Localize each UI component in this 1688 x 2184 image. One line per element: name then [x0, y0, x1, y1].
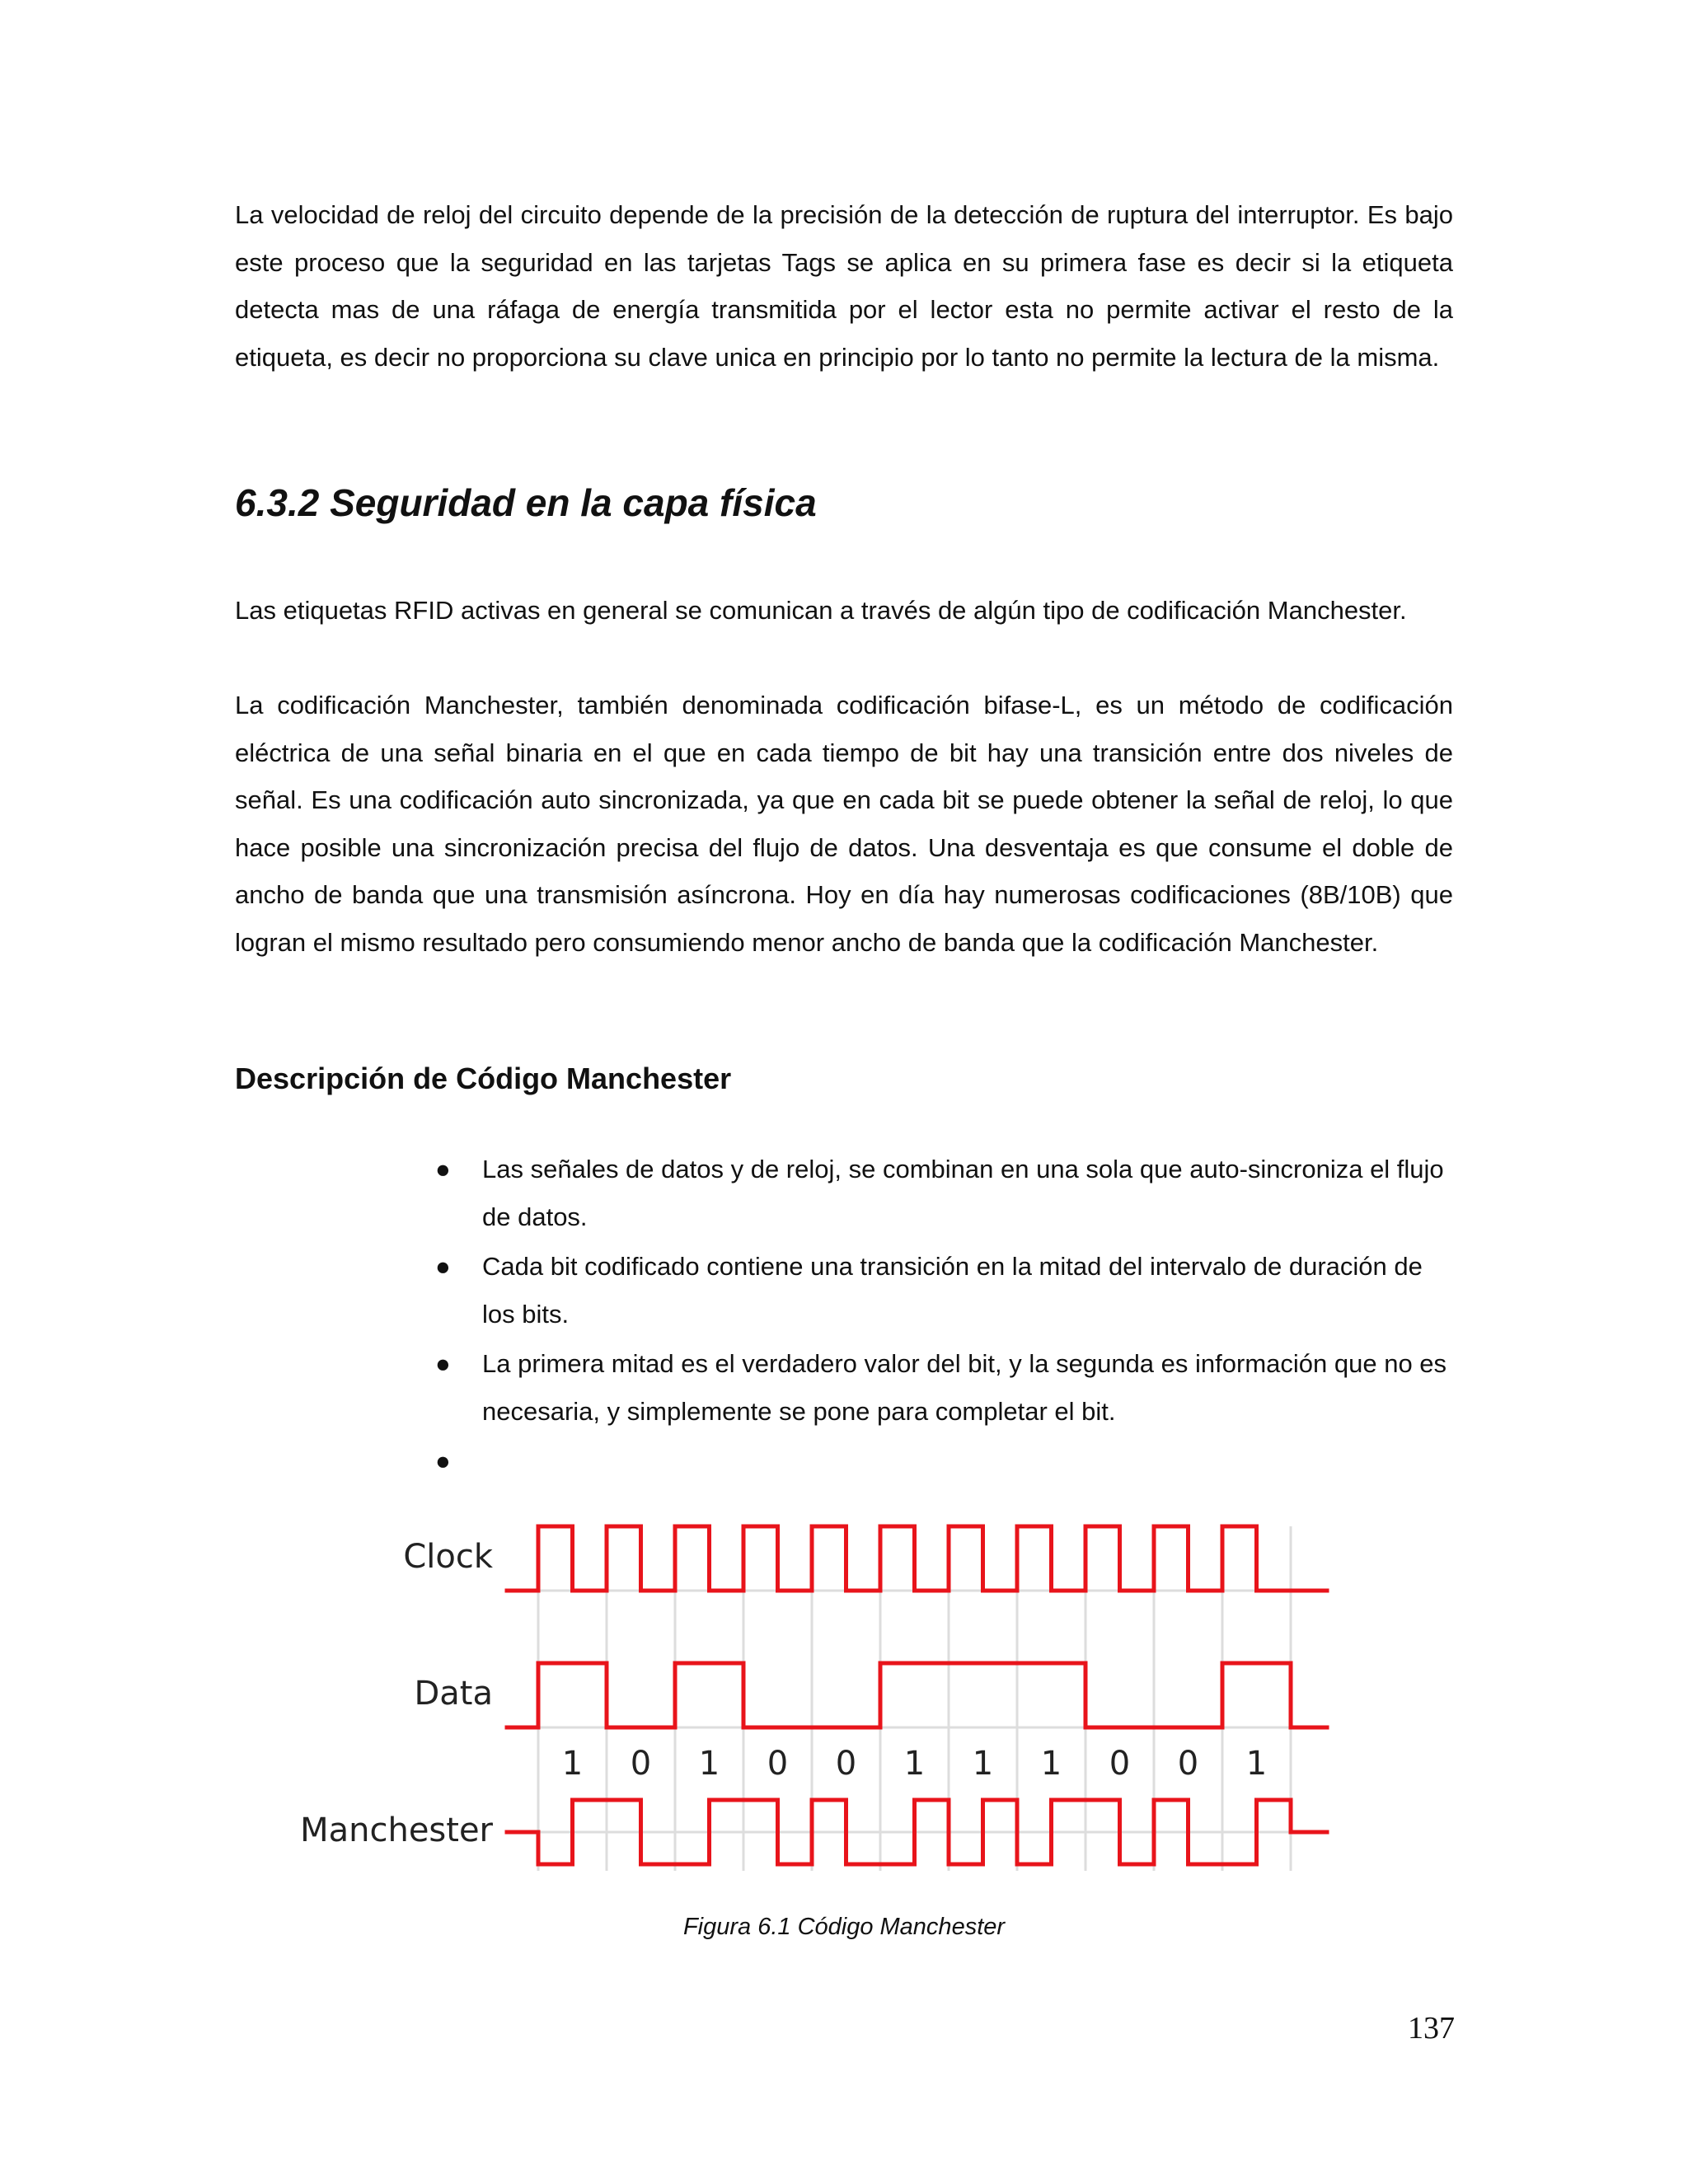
bit-value-label: 1 — [698, 1745, 720, 1783]
bit-value-label: 0 — [630, 1745, 652, 1783]
data-label: Data — [414, 1675, 493, 1713]
bullet-item — [429, 1340, 1455, 1436]
bullet-dot-icon: ● — [435, 1252, 451, 1281]
bullet-dot-icon: ● — [435, 1155, 451, 1183]
subheading: Descripción de Código Manchester — [235, 1062, 732, 1095]
paragraph-rfid-manchester: Las etiquetas RFID activas en general se comunican a través de algún tipo de codificación Manchester. — [235, 596, 1407, 625]
bullet-dot-icon: ● — [435, 1446, 451, 1475]
signal-traces — [507, 1526, 1327, 1864]
paragraph-manchester-definition: La codificación Manchester, también denominada codificación bifase-L, es un método de codificación eléctrica de una señal binaria en el que en cada tiempo de bit hay una transición entre dos niveles de señal. Es una codificación auto sincronizada, ya que en cada bit se puede obtener la señal de reloj, lo que hace posible una sincronización precisa del flujo de datos. Una desventaja es que consume el doble de ancho de banda que una transmisión asíncrona. Hoy en día hay numerosas codificaciones (8B/10B) que logran el mismo resultado pero consumiendo menor ancho de banda que la codificación Manchester. — [235, 691, 1453, 957]
bit-value-label: 1 — [972, 1745, 994, 1783]
bullet-item — [429, 1437, 1455, 1485]
bit-value-label: 1 — [903, 1745, 926, 1783]
bullet-dot-icon: ● — [435, 1349, 451, 1378]
bit-value-label: 1 — [1040, 1745, 1062, 1783]
data-signal — [507, 1663, 1327, 1727]
bit-value-label: 0 — [835, 1745, 857, 1783]
bit-values — [562, 1745, 1267, 1783]
bullet-text: Las señales de datos y de reloj, se combinan en una sola que auto-sincroniza el flujo de datos. — [482, 1155, 1444, 1231]
bit-value-label: 0 — [767, 1745, 789, 1783]
bit-value-label: 1 — [561, 1745, 584, 1783]
bullet-item — [429, 1146, 1455, 1241]
clock-signal — [507, 1526, 1327, 1591]
bullet-list — [429, 1146, 1455, 1487]
bit-value-label: 0 — [1177, 1745, 1199, 1783]
bullet-item — [429, 1243, 1455, 1338]
bit-value-label: 1 — [1245, 1745, 1268, 1783]
clock-label: Clock — [403, 1538, 493, 1576]
manchester-label: Manchester — [300, 1811, 493, 1849]
bullet-text: La primera mitad es el verdadero valor del bit, y la segunda es información que no es necesaria, y simplemente se pone para completar el bit. — [482, 1349, 1447, 1426]
figure-caption: Figura 6.1 Código Manchester — [682, 1914, 1006, 1940]
section-heading: 6.3.2 Seguridad en la capa física — [235, 481, 817, 524]
page-number: 137 — [1408, 2011, 1455, 2046]
bit-value-label: 0 — [1109, 1745, 1131, 1783]
manchester-diagram — [280, 1508, 1409, 1887]
bullet-text: Cada bit codificado contiene una transición en la mitad del intervalo de duración de los bits. — [482, 1252, 1423, 1329]
paragraph-clock-speed: La velocidad de reloj del circuito depende de la precisión de la detección de ruptura del interruptor. Es bajo este proceso que la seguridad en las tarjetas Tags se aplica en su primera fase es decir si la etiqueta detecta mas de una ráfaga de energía transmitida por el lector esta no permite activar el resto de la etiqueta, es decir no proporciona su clave unica en principio por lo tanto no permite la lectura de la misma. — [235, 200, 1453, 372]
